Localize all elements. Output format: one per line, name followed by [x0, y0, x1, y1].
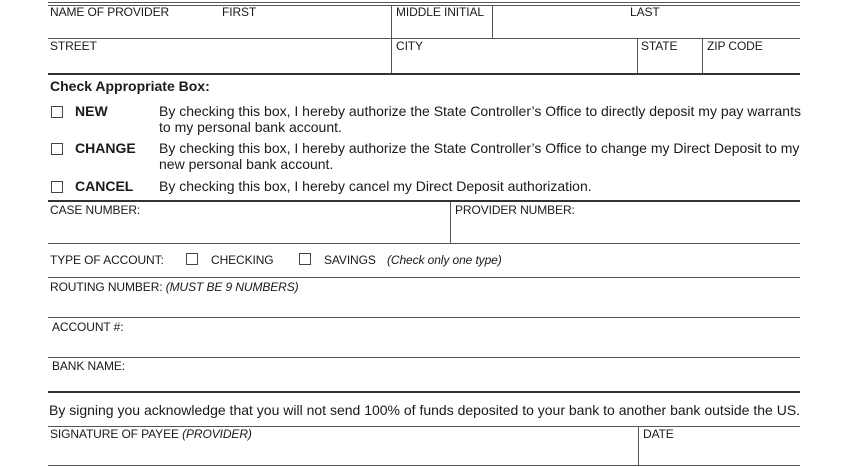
- change-option-text-line1: By checking this box, I hereby authorize the State Controller’s Office to change my Direct Deposit to my: [159, 140, 800, 156]
- case-number-label: CASE NUMBER:: [50, 203, 141, 217]
- signature-note: (PROVIDER): [182, 427, 252, 441]
- routing-number-label: ROUTING NUMBER:: [50, 280, 163, 294]
- last-name-field[interactable]: [493, 6, 800, 38]
- account-number-field[interactable]: [48, 336, 800, 356]
- change-option-text-line2: new personal bank account.: [159, 156, 334, 172]
- cancel-option-label: CANCEL: [75, 178, 134, 194]
- new-checkbox[interactable]: [51, 106, 63, 118]
- signature-field[interactable]: [48, 428, 637, 464]
- change-option-label: CHANGE: [75, 140, 136, 156]
- bank-name-field[interactable]: [48, 374, 800, 390]
- new-option-text-line2: to my personal bank account.: [159, 119, 342, 135]
- routing-number-field[interactable]: [48, 296, 800, 316]
- zip-code-field[interactable]: [703, 40, 800, 72]
- state-label: STATE: [641, 39, 678, 53]
- last-name-label: LAST: [630, 5, 660, 19]
- routing-number-note: (MUST BE 9 NUMBERS): [165, 280, 299, 294]
- account-number-label: ACCOUNT #:: [52, 320, 124, 334]
- checking-label: CHECKING: [211, 253, 274, 267]
- middle-initial-field[interactable]: [392, 6, 492, 38]
- checking-checkbox[interactable]: [186, 253, 198, 265]
- zip-code-label: ZIP CODE: [707, 39, 763, 53]
- routing-row-rule: [48, 317, 800, 318]
- date-label: DATE: [643, 427, 674, 441]
- savings-label: SAVINGS: [324, 253, 376, 267]
- name-of-provider-label: NAME OF PROVIDER: [50, 5, 170, 19]
- account-type-label: TYPE OF ACCOUNT:: [50, 253, 164, 267]
- account-row-rule: [48, 357, 800, 358]
- address-row-rule: [48, 73, 800, 75]
- first-name-label: FIRST: [222, 5, 257, 19]
- account-type-note: (Check only one type): [387, 253, 502, 267]
- name-row-rule: [48, 38, 800, 39]
- savings-checkbox[interactable]: [299, 253, 311, 265]
- cancel-option-text: By checking this box, I hereby cancel my Direct Deposit authorization.: [159, 178, 592, 194]
- provider-number-label: PROVIDER NUMBER:: [455, 203, 575, 217]
- case-number-field[interactable]: [48, 203, 449, 242]
- account-type-rule: [48, 277, 800, 278]
- cancel-checkbox[interactable]: [51, 181, 63, 193]
- provider-number-field[interactable]: [451, 203, 800, 242]
- acknowledgement-text: By signing you acknowledge that you will not send 100% of funds deposited to your bank to another bank outside the US.: [49, 402, 801, 418]
- signature-label: SIGNATURE OF PAYEE: [50, 427, 179, 441]
- provider-name-field[interactable]: [48, 6, 390, 38]
- bottom-rule: [48, 465, 800, 466]
- options-rule: [48, 200, 800, 202]
- new-option-text-line1: By checking this box, I hereby authorize the State Controller’s Office to directly deposit my pay warrants: [159, 103, 801, 119]
- middle-initial-label: MIDDLE INITIAL: [396, 5, 484, 19]
- case-row-rule: [48, 243, 800, 244]
- state-field[interactable]: [638, 40, 702, 72]
- change-checkbox[interactable]: [51, 143, 63, 155]
- bank-name-label: BANK NAME:: [52, 359, 126, 373]
- street-field[interactable]: [48, 40, 390, 72]
- street-label: STREET: [50, 39, 97, 53]
- date-field[interactable]: [639, 428, 800, 464]
- check-box-heading: Check Appropriate Box:: [50, 78, 210, 94]
- top-rule: [48, 2, 800, 3]
- new-option-label: NEW: [75, 103, 108, 119]
- city-label: CITY: [396, 39, 423, 53]
- city-field[interactable]: [392, 40, 637, 72]
- bank-name-rule: [48, 391, 800, 393]
